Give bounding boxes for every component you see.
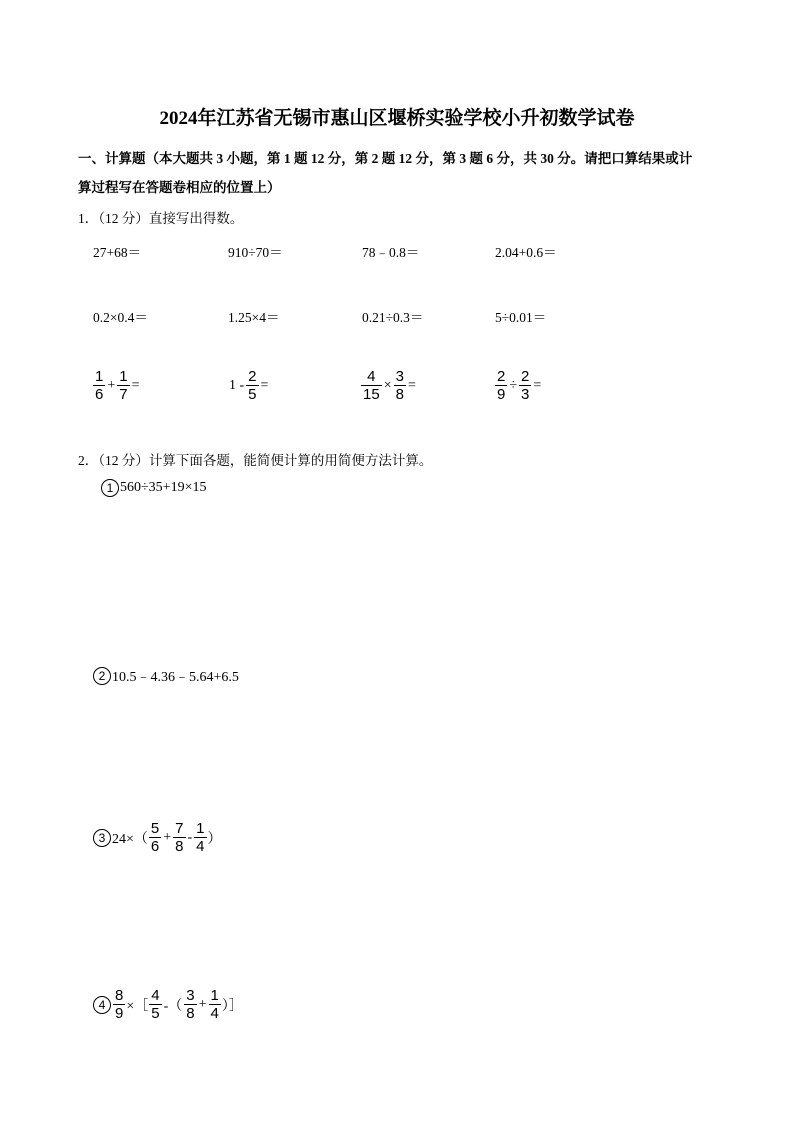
section-heading-line2: 算过程写在答题卷相应的位置上） (78, 180, 281, 195)
q2-item-3: 3 24×（ $\frac{5}{6}$ + $\frac{7}{8}$ - $\frac{1}{4}$ ） (93, 820, 222, 855)
q1-item: 78﹣0.8＝ (362, 245, 420, 260)
question-2-heading: 2．（12 分）计算下面各题，能简便计算的用简便方法计算。 (78, 453, 433, 468)
page-title: 2024年江苏省无锡市惠山区堰桥实验学校小升初数学试卷 (159, 108, 635, 129)
q1-item: 2.04+0.6＝ (495, 245, 557, 260)
fraction: $\frac{2}{3}$ (521, 368, 530, 403)
q1-item: 0.2×0.4＝ (93, 310, 148, 325)
circled-number: 4 (93, 996, 111, 1014)
q1-item: 5÷0.01＝ (495, 310, 547, 325)
fraction: $\frac{2}{9}$ (497, 368, 506, 403)
fraction: $\frac{4}{5}$ (151, 987, 160, 1022)
q1-fraction-item: $\frac{4}{15}$ × $\frac{3}{8}$ = (363, 368, 416, 403)
q1-item: 0.21÷0.3＝ (362, 310, 424, 325)
fraction: $\frac{4}{15}$ (363, 368, 380, 403)
q1-fraction-item: $\frac{1}{6}$ + $\frac{1}{7}$ = (95, 368, 140, 403)
circled-number: 3 (93, 829, 111, 847)
fraction: $\frac{3}{8}$ (395, 368, 404, 403)
question-1-heading: 1．（12 分）直接写出得数。 (78, 211, 244, 226)
q2-item-4: 4 $\frac{8}{9}$ ×［ $\frac{4}{5}$ -（ $\frac{3}{8}$ + $\frac{1}{4}$ ）］ (93, 987, 243, 1022)
q1-item: 1.25×4＝ (228, 310, 280, 325)
q1-fraction-item: 1 - $\frac{2}{5}$ = (229, 368, 269, 403)
fraction: $\frac{3}{8}$ (186, 987, 195, 1022)
fraction: $\frac{2}{5}$ (248, 368, 257, 403)
q1-fraction-item: $\frac{2}{9}$ ÷ $\frac{2}{3}$ = (497, 368, 542, 403)
circled-number: 2 (93, 667, 111, 685)
q2-item-2: 2 10.5﹣4.36﹣5.64+6.5 (93, 666, 239, 686)
fraction: $\frac{1}{7}$ (119, 368, 128, 403)
circled-number: 1 (101, 479, 119, 497)
fraction: $\frac{8}{9}$ (115, 987, 124, 1022)
fraction: $\frac{1}{4}$ (196, 820, 205, 855)
q2-item-1: 1 560÷35+19×15 (101, 479, 206, 497)
section-heading-line1: 一、计算题（本大题共 3 小题，第 1 题 12 分，第 2 题 12 分，第 3 题 6 分，共 30 分。请把口算结果或计 (78, 151, 693, 166)
q1-item: 27+68＝ (93, 245, 142, 260)
fraction: $\frac{5}{6}$ (150, 820, 160, 855)
fraction: $\frac{7}{8}$ (175, 820, 184, 855)
fraction: $\frac{1}{6}$ (95, 368, 104, 403)
q1-item: 910÷70＝ (228, 245, 283, 260)
fraction: $\frac{1}{4}$ (210, 987, 219, 1022)
